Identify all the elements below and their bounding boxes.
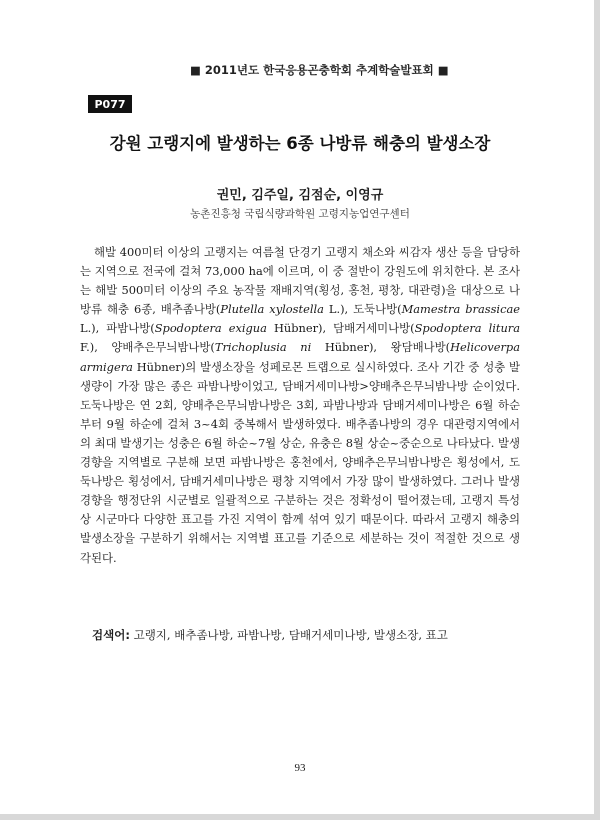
keywords-line: [92, 627, 532, 643]
keywords-list: 고랭지, 배추좀나방, 파밤나방, 담배거세미나방, 발생소장, 표고: [133, 628, 448, 642]
page-number: 93: [294, 762, 306, 774]
paper-title: 강원 고랭지에 발생하는 6종 나방류 해충의 발생소장: [109, 134, 491, 153]
keywords-label: 검색어:: [92, 628, 130, 642]
abstract-paragraph: 해발 400미터 이상의 고랭지는 여름철 단경기 고랭지 채소와 씨감자 생산 등을 담당하는 지역으로 전국에 걸쳐 73,000 ha에 이르며, 이 중 절반이 강원도에 위치한다. 본 조사는 해발 500미터 이상의 주요 농작물 재배지역(횡성, 홍천, 평창, 대관령)을 대상으로 나방류 해충 6종, 배추좀나방(Plutella xylostella L.), 도둑나방(Mamestra brassicae L.), 파밤나방(Spodoptera exigua Hübner), 담배거세미나방(Spodoptera litura F.), 양배추은무늬밤나방(Trichoplusia ni Hübner), 왕담배나방(Helicoverpa armigera Hübner)의 발생소장을 성페로몬 트랩으로 실시하였다. 조사 기간 중 성충 발생량이 가장 많은 종은 파밤나방이었고, 담배거세미나방>양배추은무늬밤나방 순이었다. 도둑나방은 연 2회, 양배추은무늬밤나방은 3회, 파밤나방과 담배거세미나방은 6월 하순부터 9월 하순에 걸쳐 3~4회 중복해서 발생하였다. 배추좀나방의 경우 대관령지역에서의 최대 발생기는 성충은 6월 하순~7월 상순, 유충은 8월 상순~중순으로 나타났다. 발생 경향을 지역별로 구분해 보면 파밤나방은 홍천에서, 양배추은무늬밤나방은 횡성에서, 도둑나방은 횡성에서, 담배거세미나방은 평창 지역에서 가장 많이 발생하였다. 그러나 발생경향을 행정단위 시군별로 일괄적으로 구분하는 것은 정확성이 떨어졌는데, 고랭지 특성상 시군마다 다양한 표고를 가진 지역이 함께 섞여 있기 때문이다. 따라서 고랭지 해충의 발생소장을 구분하기 위해서는 지역별 표고를 기준으로 세분하는 것이 적절한 것으로 생각된다.: [80, 245, 521, 565]
paper-code-badge: P077: [88, 95, 132, 113]
author-list: 권민, 김주일, 김점순, 이영규: [216, 188, 384, 203]
abstract-body: [80, 243, 520, 568]
conference-header: ■ 2011년도 한국응용곤충학회 추계학술발표회 ■: [190, 63, 449, 77]
author-affiliation: 농촌진흥청 국립식량과학원 고령지농업연구센터: [190, 208, 410, 220]
